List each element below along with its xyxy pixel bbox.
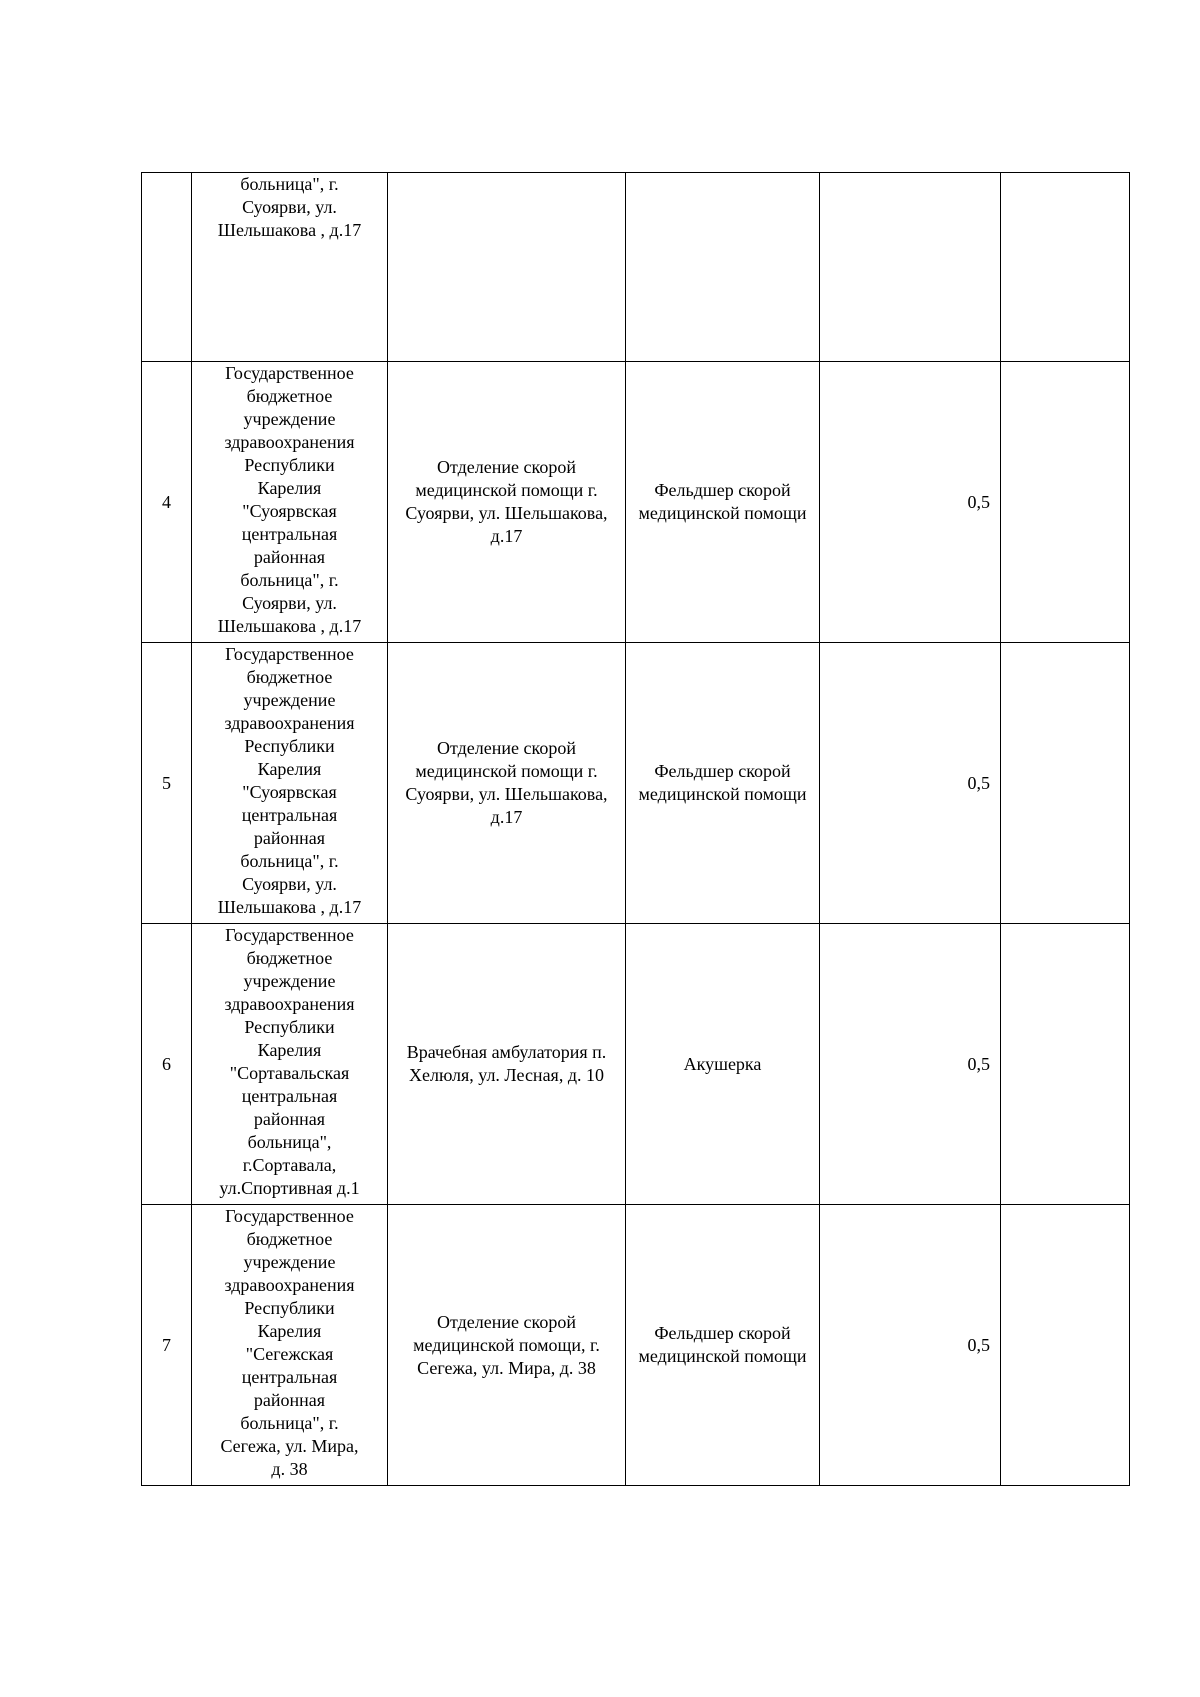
- row-number-cell: 6: [142, 924, 192, 1205]
- organization-cell: больница", г. Суоярви, ул. Шельшакова , д.17: [192, 173, 388, 362]
- extra-cell: [1001, 643, 1130, 924]
- department-cell: Врачебная амбулатория п. Хелюля, ул. Лесная, д. 10: [388, 924, 626, 1205]
- extra-cell: [1001, 924, 1130, 1205]
- row-number-cell: 5: [142, 643, 192, 924]
- rate-cell: [820, 173, 1001, 362]
- position-cell: Акушерка: [626, 924, 820, 1205]
- extra-cell: [1001, 173, 1130, 362]
- row-number-cell: 4: [142, 362, 192, 643]
- table-row: [142, 643, 1130, 924]
- rate-cell: 0,5: [820, 924, 1001, 1205]
- organization-cell: Государственное бюджетное учреждение здравоохранения Республики Карелия "Сегежская центральная районная больница", г. Сегежа, ул. Мира, д. 38: [192, 1205, 388, 1486]
- extra-cell: [1001, 1205, 1130, 1486]
- department-cell: Отделение скорой медицинской помощи, г. Сегежа, ул. Мира, д. 38: [388, 1205, 626, 1486]
- table-row: [142, 173, 1130, 362]
- organization-cell: Государственное бюджетное учреждение здравоохранения Республики Карелия "Суоярвская центральная районная больница", г. Суоярви, ул. Шельшакова , д.17: [192, 362, 388, 643]
- vacancies-table: [141, 172, 1130, 1486]
- extra-cell: [1001, 362, 1130, 643]
- department-cell: Отделение скорой медицинской помощи г. Суоярви, ул. Шельшакова, д.17: [388, 362, 626, 643]
- position-cell: [626, 173, 820, 362]
- table-row: [142, 1205, 1130, 1486]
- department-cell: Отделение скорой медицинской помощи г. Суоярви, ул. Шельшакова, д.17: [388, 643, 626, 924]
- rate-cell: 0,5: [820, 643, 1001, 924]
- table-row: [142, 362, 1130, 643]
- rate-cell: 0,5: [820, 1205, 1001, 1486]
- row-number-cell: [142, 173, 192, 362]
- table-row: [142, 924, 1130, 1205]
- position-cell: Фельдшер скорой медицинской помощи: [626, 643, 820, 924]
- position-cell: Фельдшер скорой медицинской помощи: [626, 362, 820, 643]
- position-cell: Фельдшер скорой медицинской помощи: [626, 1205, 820, 1486]
- rate-cell: 0,5: [820, 362, 1001, 643]
- department-cell: [388, 173, 626, 362]
- organization-cell: Государственное бюджетное учреждение здравоохранения Республики Карелия "Суоярвская центральная районная больница", г. Суоярви, ул. Шельшакова , д.17: [192, 643, 388, 924]
- organization-cell: Государственное бюджетное учреждение здравоохранения Республики Карелия "Сортавальская центральная районная больница", г.Сортавала, ул.Спортивная д.1: [192, 924, 388, 1205]
- row-number-cell: 7: [142, 1205, 192, 1486]
